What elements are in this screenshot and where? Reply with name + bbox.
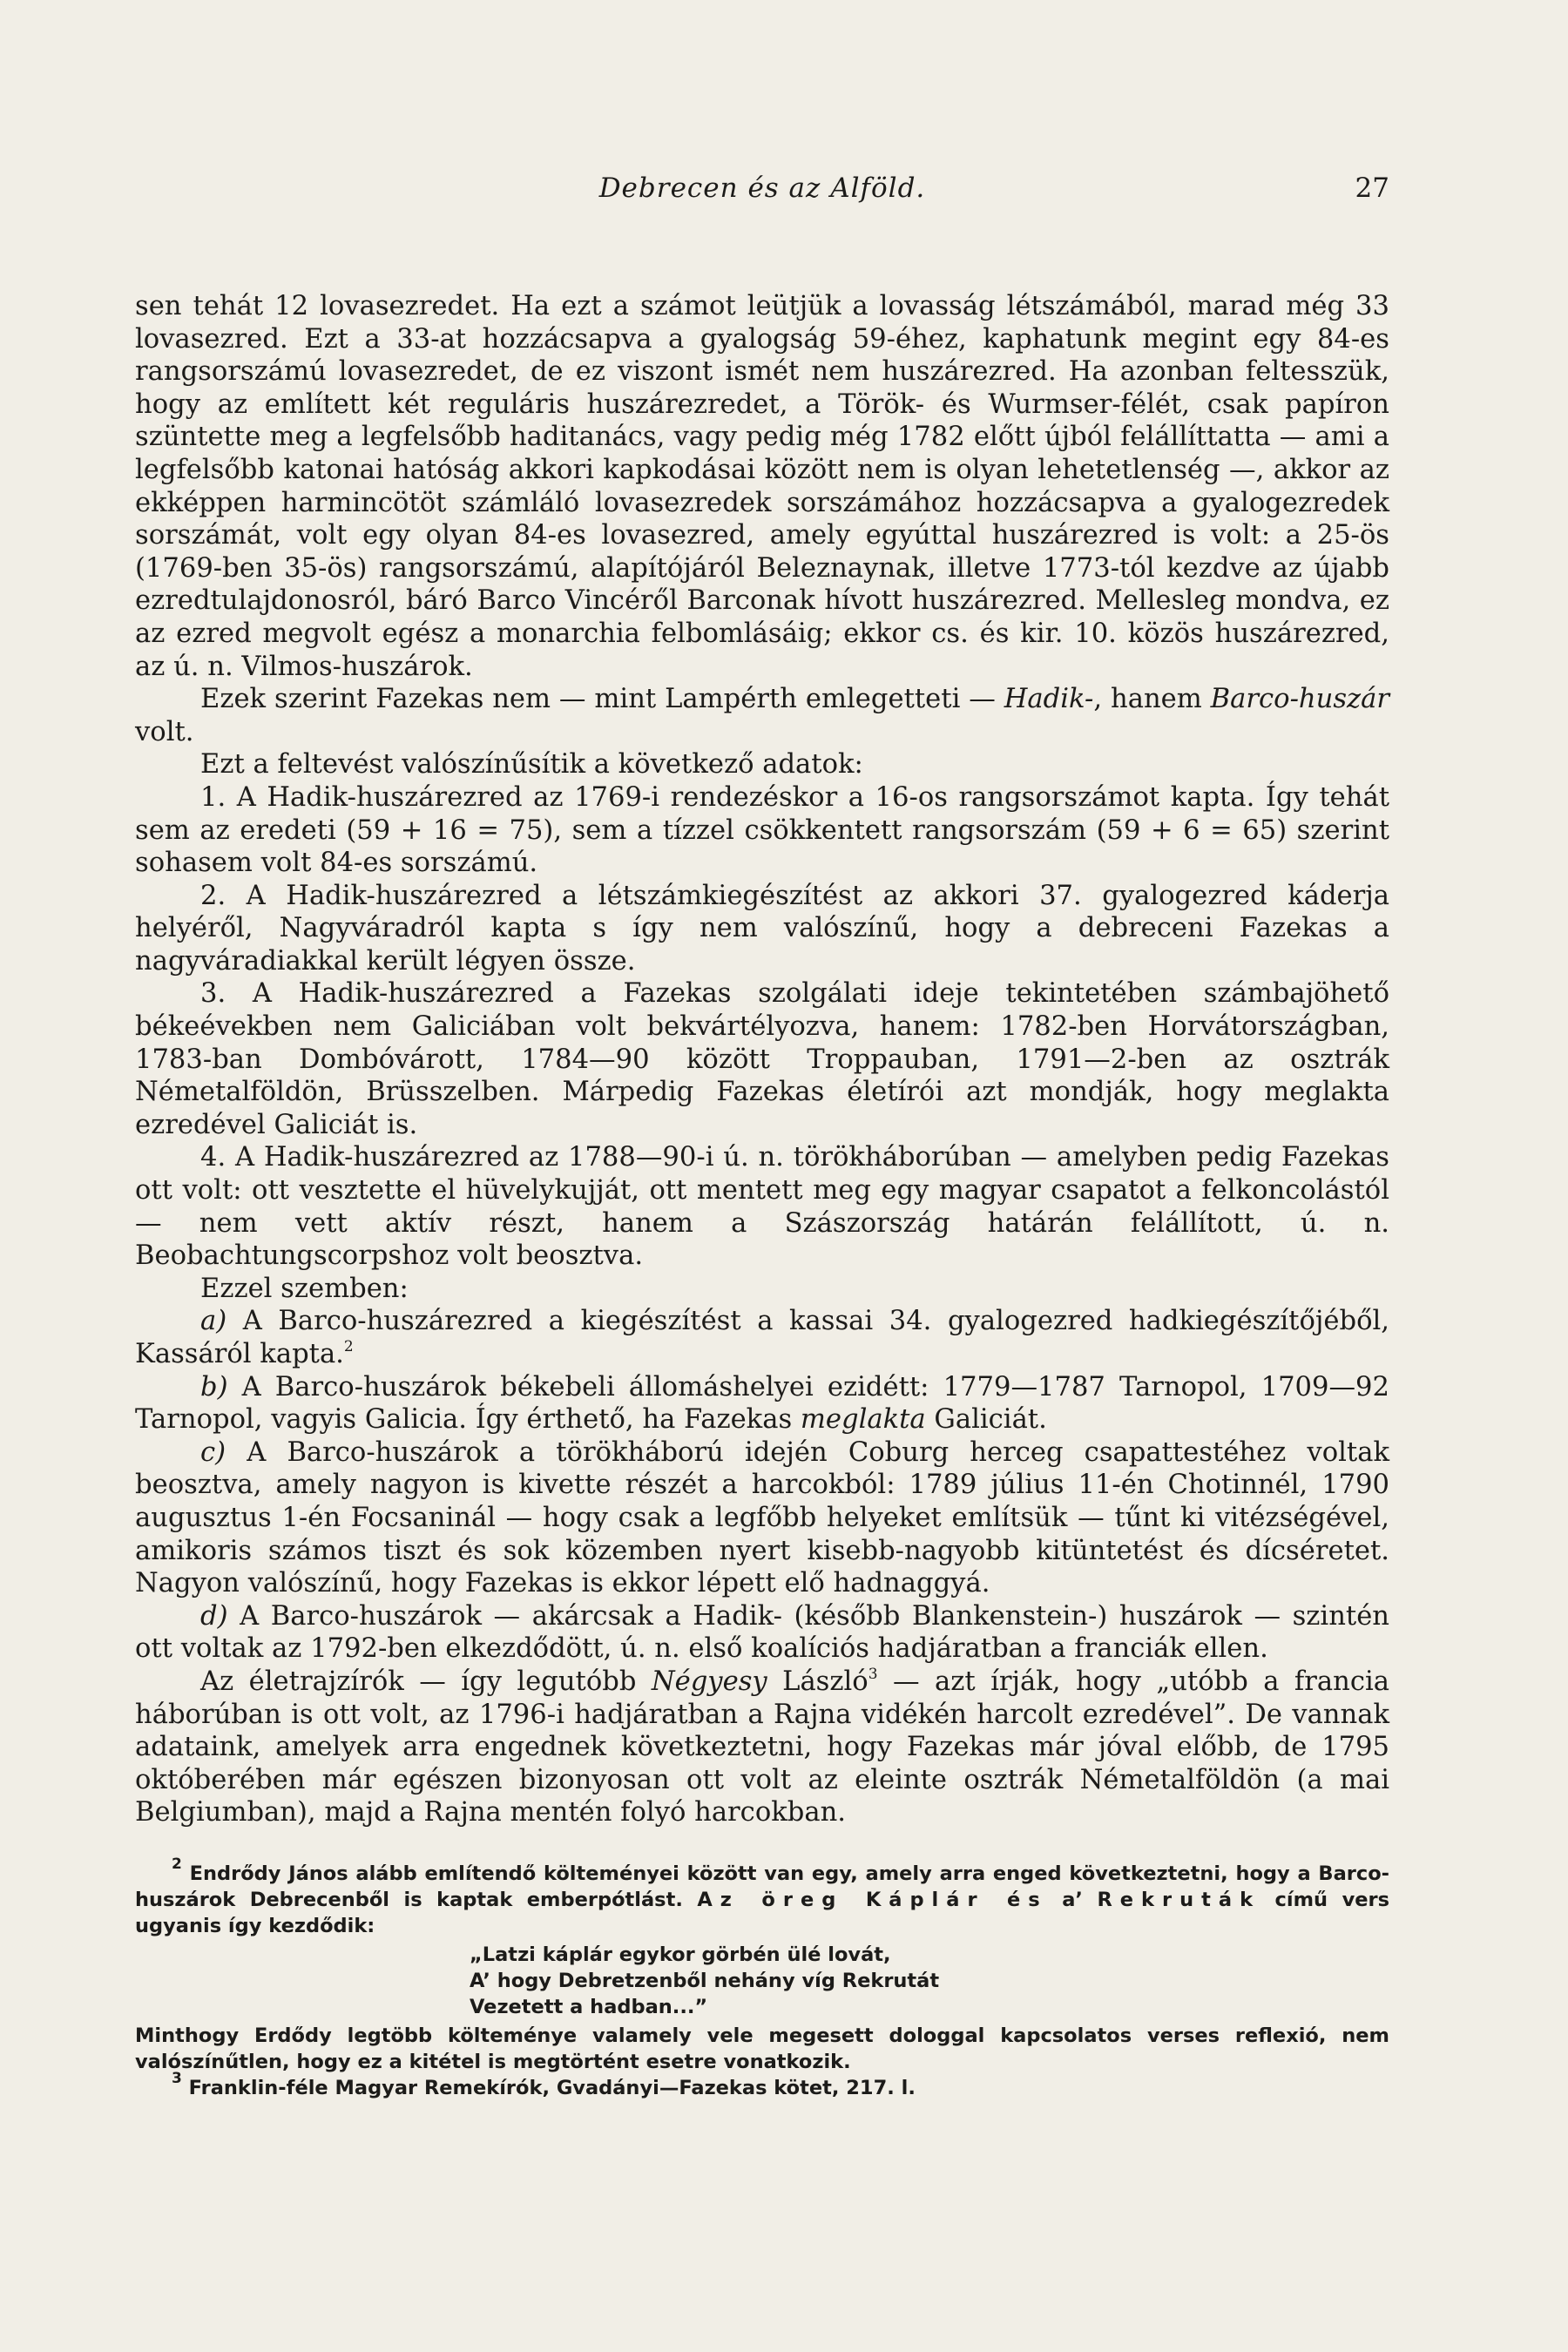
footnote-2: [135, 1855, 1389, 1939]
verse-lines: [470, 1942, 1389, 2020]
page-number: 27: [1355, 172, 1389, 204]
point-a-text: A Barco-huszárezred a kiegészítést a kassai 34. gyalogezred hadkiegészítőjéből, Kassáról kapta.: [135, 1306, 1389, 1369]
point-d-label: d): [200, 1600, 228, 1632]
paragraph-2: [135, 683, 1389, 748]
footnote-3: [135, 2070, 1389, 2101]
footnote-3-number: 3: [172, 2070, 182, 2087]
barco-term: Barco-huszár: [1210, 684, 1389, 715]
paragraph-final-text-b: László: [767, 1666, 868, 1697]
point-a-label: a): [200, 1306, 227, 1337]
meglakta-term: meglakta: [800, 1404, 926, 1436]
poem-title-part-1: Az öreg Káplár és: [697, 1889, 1048, 1911]
footnote-2-number: 2: [172, 1855, 182, 1873]
point-4: 4. A Hadik-huszárezred az 1788—90-i ú. n. törökháborúban — amelyben pedig Fazekas ott volt: ott vesztette el hüvelykujját, ott mentett meg egy magyar csapatot a felkoncolástól — nem vett aktív részt, hanem a Szászország határán felállított, ú. n. Beobachtungscorpshoz volt beosztva.: [135, 1142, 1389, 1272]
footnote-ref-3: 3: [868, 1665, 878, 1683]
verse-line-3: Vezetett a hadban...”: [470, 1996, 708, 2018]
main-text: [135, 290, 1389, 1829]
paragraph-2-text-b: , hanem: [1093, 684, 1211, 715]
point-b-label: b): [200, 1371, 228, 1402]
point-3: 3. A Hadik-huszárezred a Fazekas szolgálati ideje tekintetében számbajöhető békeévekben nem Galiciában volt bekvártélyozva, hanem: 1782-ben Horvátországban, 1783-ban Dombóvárott, 1784—90 között Troppauban, 1791—2-ben az osztrák Németalföldön, Brüsszelben. Márpedig Fazekas életírói azt mondják, hogy meglakta ezredével Galiciát is.: [135, 978, 1389, 1140]
point-b: [135, 1371, 1389, 1436]
point-d-text: A Barco-huszárok — akárcsak a Hadik- (később Blankenstein-) huszárok — szintén ott voltak az 1792-ben elkezdődött, ú. n. első koalíciós hadjáratban a franciák ellen.: [135, 1600, 1389, 1665]
footnote-2-conclusion: Minthogy Erdődy legtöbb költeménye valamely vele megesett dologgal kapcsolatos verses reflexió, nem valószínűtlen, hogy ez a kitétel is megtörtént esetre vonatkozik.: [135, 2024, 1389, 2073]
footnote-3-text: Franklin-féle Magyar Remekírók, Gvadányi—Fazekas kötet, 217. l.: [181, 2077, 916, 2099]
point-1: 1. A Hadik-huszárezred az 1769-i rendezéskor a 16-os rangsorszámot kapta. Így tehát sem az eredeti (59 + 16 = 75), sem a tízzel csökkentett rangsorszám (59 + 6 = 65) szerint sohasem volt 84-es sorszámú.: [135, 781, 1389, 879]
footnote-2-text-a: Endrődy János alább említendő költeményei között van egy, amely arra enged következtetni, hogy a Barco-huszárok Debrecenből is kaptak emberpótlást.: [135, 1862, 1389, 1911]
paragraph-2-text-c: volt.: [135, 716, 194, 747]
hadik-term: Hadik-: [1004, 684, 1094, 715]
point-b-text: A Barco-huszárok békebeli állomáshelyei ezidétt: 1779—1787 Tarnopol, 1709—92 Tarnopol, vagyis Galicia. Így érthető, ha Fazekas: [135, 1371, 1389, 1436]
paragraph-final-text-c: — azt írják, hogy „utóbb a francia háborúban is ott volt, az 1796-i hadjáratban a Rajna vidékén harcolt ezredével”. De vannak adataink, amelyek arra engednek következtetni, hogy Fazekas már jóval előbb, de 1795 októberében már egészen bizonyosan ott volt az eleinte osztrák Németalföldön (a mai Belgiumban), majd a Rajna mentén folyó harcokban.: [135, 1666, 1389, 1828]
point-b-end: Galiciát.: [925, 1404, 1047, 1436]
footnote-ref-2: 2: [343, 1338, 354, 1355]
poem-title-mid: a’: [1047, 1889, 1098, 1911]
running-title: Debrecen és az Alföld.: [598, 172, 926, 204]
paragraph-2-text-a: Ezek szerint Fazekas nem — mint Lampérth emlegetteti —: [200, 684, 1004, 715]
point-2: 2. A Hadik-huszárezred a létszámkiegészítést az akkori 37. gyalogezred káderja helyéről, Nagyváradról kapta s így nem valószínű, hogy a debreceni Fazekas a nagyváradiakkal került légyen össze.: [135, 880, 1389, 977]
point-c-label: c): [200, 1436, 226, 1468]
poem-title-part-2: Rekruták: [1097, 1889, 1261, 1911]
verse-line-1: „Latzi káplár egykor görbén ülé lovát,: [470, 1943, 891, 1966]
paragraph-contrast: Ezzel szemben:: [200, 1273, 409, 1304]
page-header: [135, 172, 1389, 214]
point-a: [135, 1305, 1389, 1370]
paragraph-final: [135, 1666, 1389, 1829]
footnote-2-text-b: című vers ugyanis így kezdődik:: [135, 1889, 1389, 1937]
point-c-text: A Barco-huszárok a törökháború idején Coburg herceg csapattestéhez voltak beosztva, amely nagyon is kivette részét a harcokból: 1789 július 11-én Chotinnél, 1790 augusztus 1-én Focsaninál — hogy csak a legfőbb helyeket említsük — tűnt ki vitézségével, amikoris számos tiszt és sok közemben nyert kisebb-nagyobb kitüntetést és dícséretet. Nagyon valószínű, hogy Fazekas is ekkor lépett elő hadnaggyá.: [135, 1436, 1389, 1599]
point-d: [135, 1600, 1389, 1666]
verse-line-2: A’ hogy Debretzenből nehány víg Rekrutát: [470, 1970, 940, 1992]
negyesy-name: Négyesy: [651, 1666, 767, 1697]
footnotes: [135, 1855, 1389, 2101]
paragraph-3: Ezt a feltevést valószínűsítik a következő adatok:: [200, 749, 863, 781]
point-c: [135, 1436, 1389, 1600]
paragraph-1: sen tehát 12 lovasezredet. Ha ezt a számot leütjük a lovasság létszámából, marad még 33 lovasezred. Ezt a 33-at hozzácsapva a gyalogság 59-éhez, kaphatunk megint egy 84-es rangsorszámú lovasezredet, de ez viszont ismét nem huszárezred. Ha azonban feltesszük, hogy az említett két reguláris huszárezredet, a Török- és Wurmser-félét, csak papíron szüntette meg a legfelsőbb haditanács, vagy pedig még 1782 előtt újból felállíttatta — ami a legfelsőbb katonai hatóság akkori kapkodásai között nem is olyan lehetetlenség —, akkor az ekképpen harmincötöt számláló lovasezredek sorszámához hozzácsapva a gyalogezredek sorszámát, volt egy olyan 84-es lovasezred, amely egyúttal huszárezred is volt: a 25-ös (1769-ben 35-ös) rangsorszámú, alapítójáról Beleznaynak, illetve 1773-tól kezdve az újabb ezredtulajdonosról, báró Barco Vincéről Barconak hívott huszárezred. Mellesleg mondva, ez az ezred megvolt egész a monarchia felbomlásáig; ekkor cs. és kir. 10. közös huszárezred, az ú. n. Vilmos-huszárok.: [135, 291, 1389, 682]
paragraph-final-text-a: Az életrajzírók — így legutóbb: [200, 1666, 652, 1697]
